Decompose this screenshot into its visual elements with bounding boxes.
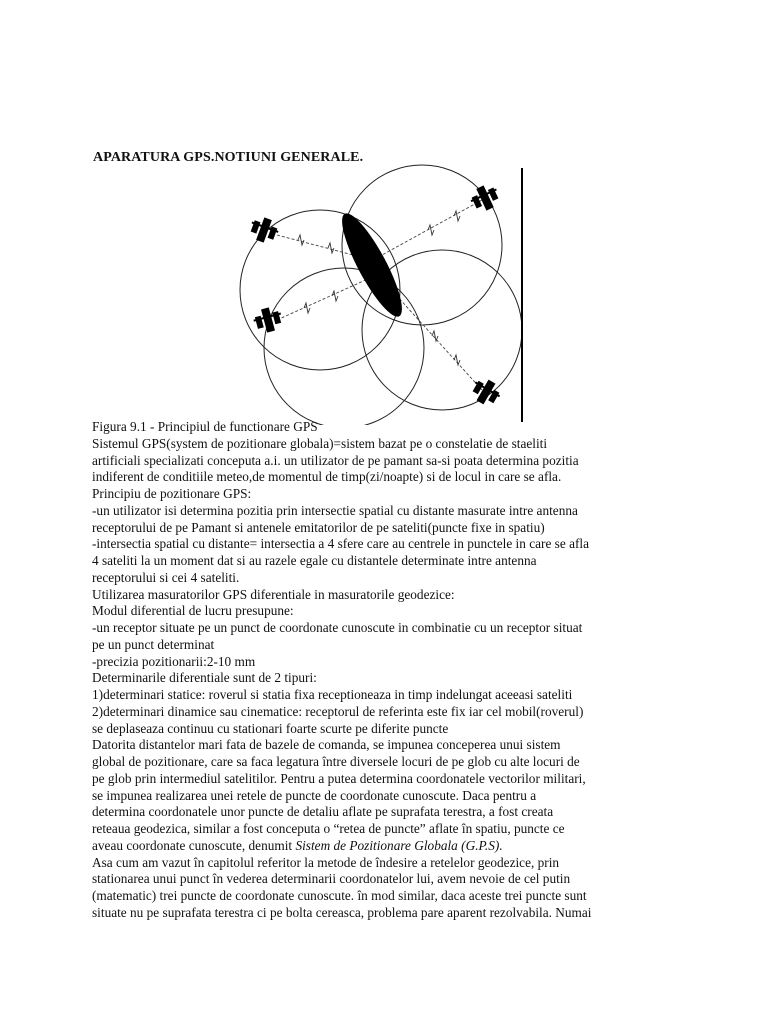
page-title: APARATURA GPS.NOTIUNI GENERALE.: [93, 150, 364, 165]
text-line: indiferent de conditiile meteo,de momentul de timp(zi/noapte) si de locul in care se afla.: [92, 469, 562, 485]
satellite-icon: [468, 375, 504, 410]
text-line: artificiali specializati conceputa a.i. un utilizator de pe pamant sa-si poata determina pozitia: [92, 452, 579, 468]
text-line: 2)determinari dinamice sau cinematice: receptorul de referinta este fix iar cel mobil(roverul): [92, 703, 584, 719]
text-line: Sistemul GPS(system de pozitionare globala)=sistem bazat pe o constelatie de staeliti: [92, 435, 548, 451]
text-line: reteaua geodezica, similar a fost conceputa o “retea de puncte” aflate în spatiu, puncte ce: [92, 821, 565, 836]
signal-line: [382, 200, 482, 255]
gps-term-italic: Sistem de Pozitionare Globala (G.P.S).: [295, 837, 503, 853]
text-line: determina coordonatele unor puncte de detaliu aflate pe suprafata terestra, a fost creata: [92, 804, 554, 820]
text-line: pe un punct determinat: [92, 636, 215, 652]
text-line: Modul diferential de lucru presupune:: [92, 603, 294, 619]
signal-wave: [304, 303, 310, 313]
text-line: Utilizarea masuratorilor GPS diferentiale in masuratorile geodezice:: [92, 586, 455, 602]
text-line: situate nu pe suprafata terestra ci pe bolta cereasca, problema pare aparent rezolvabila. Numai: [92, 904, 592, 920]
text-line: Asa cum am vazut în capitolul referitor la metode de îndesire a retelelor geodezice, prin: [92, 854, 560, 870]
text-line: (matematic) trei puncte de coordonate cunoscute. în mod similar, daca aceste trei puncte sunt: [92, 888, 587, 903]
signal-line: [387, 285, 482, 390]
gps-principle-figure: [232, 160, 532, 425]
text-line-prefix: aveau coordonate cunoscute, denumit: [92, 837, 296, 853]
text-line: [92, 838, 692, 855]
signal-wave: [298, 235, 304, 245]
text-line: -un receptor situate pe un punct de coordonate cunoscute in combinatie cu un receptor situat: [92, 620, 583, 635]
text-line: -precizia pozitionarii:2-10 mm: [92, 653, 256, 669]
text-line: receptorului si cei 4 sateliti.: [92, 569, 240, 585]
text-line: Determinarile diferentiale sunt de 2 tipuri:: [92, 670, 317, 686]
text-line: -intersectia spatial cu distante= intersectia a 4 sfere care au centrele in punctele in care se afla: [92, 536, 590, 552]
figure-caption: Figura 9.1 - Principiul de functionare GPS: [92, 419, 318, 434]
satellite-icon: [251, 305, 284, 335]
signal-wave: [328, 243, 334, 253]
body-text: [92, 419, 692, 922]
text-line: Principiu de pozitionare GPS:: [92, 486, 252, 501]
text-line: receptorului de pe Pamant si antenele emitatorilor de pe sateliti(puncte fixe in spatiu): [92, 519, 545, 535]
text-line: -un utilizator isi determina pozitia prin intersectie spatial cu distante masurate intre antenna: [92, 502, 578, 518]
text-line: se impunea realizarea unei retele de puncte de coordonate cunoscute. Daca pentru a: [92, 787, 537, 803]
text-line: 1)determinari statice: roverul si statia fixa receptioneaza in timp indelungat aceeasi sateliti: [92, 687, 573, 702]
text-line: global de pozitionare, care sa faca legatura între diversele locuri de pe glob cu alte locuri de: [92, 754, 580, 769]
gps-diagram: [232, 160, 532, 425]
text-line: pe glob prin intermediul satelitilor. Pentru a putea determina coordonatele vectorilor militari,: [92, 770, 586, 786]
signal-line: [277, 278, 370, 320]
satellite-sphere-circle: [264, 268, 424, 425]
text-line: 4 sateliti la un moment dat si au razele egale cu distantele determinate intre antenna: [92, 553, 537, 568]
text-line: se deplaseaza continuu cu stationari foarte scurte pe diferite puncte: [92, 720, 449, 736]
text-line: Datorita distantelor mari fata de bazele de comanda, se impunea conceperea unui sistem: [92, 737, 561, 753]
text-line: stationarea unui punct în vederea determinarii coordonatelor lui, avem nevoie de cel putin: [92, 871, 571, 887]
satellite-icon: [467, 181, 503, 215]
satellite-icon: [247, 214, 282, 246]
